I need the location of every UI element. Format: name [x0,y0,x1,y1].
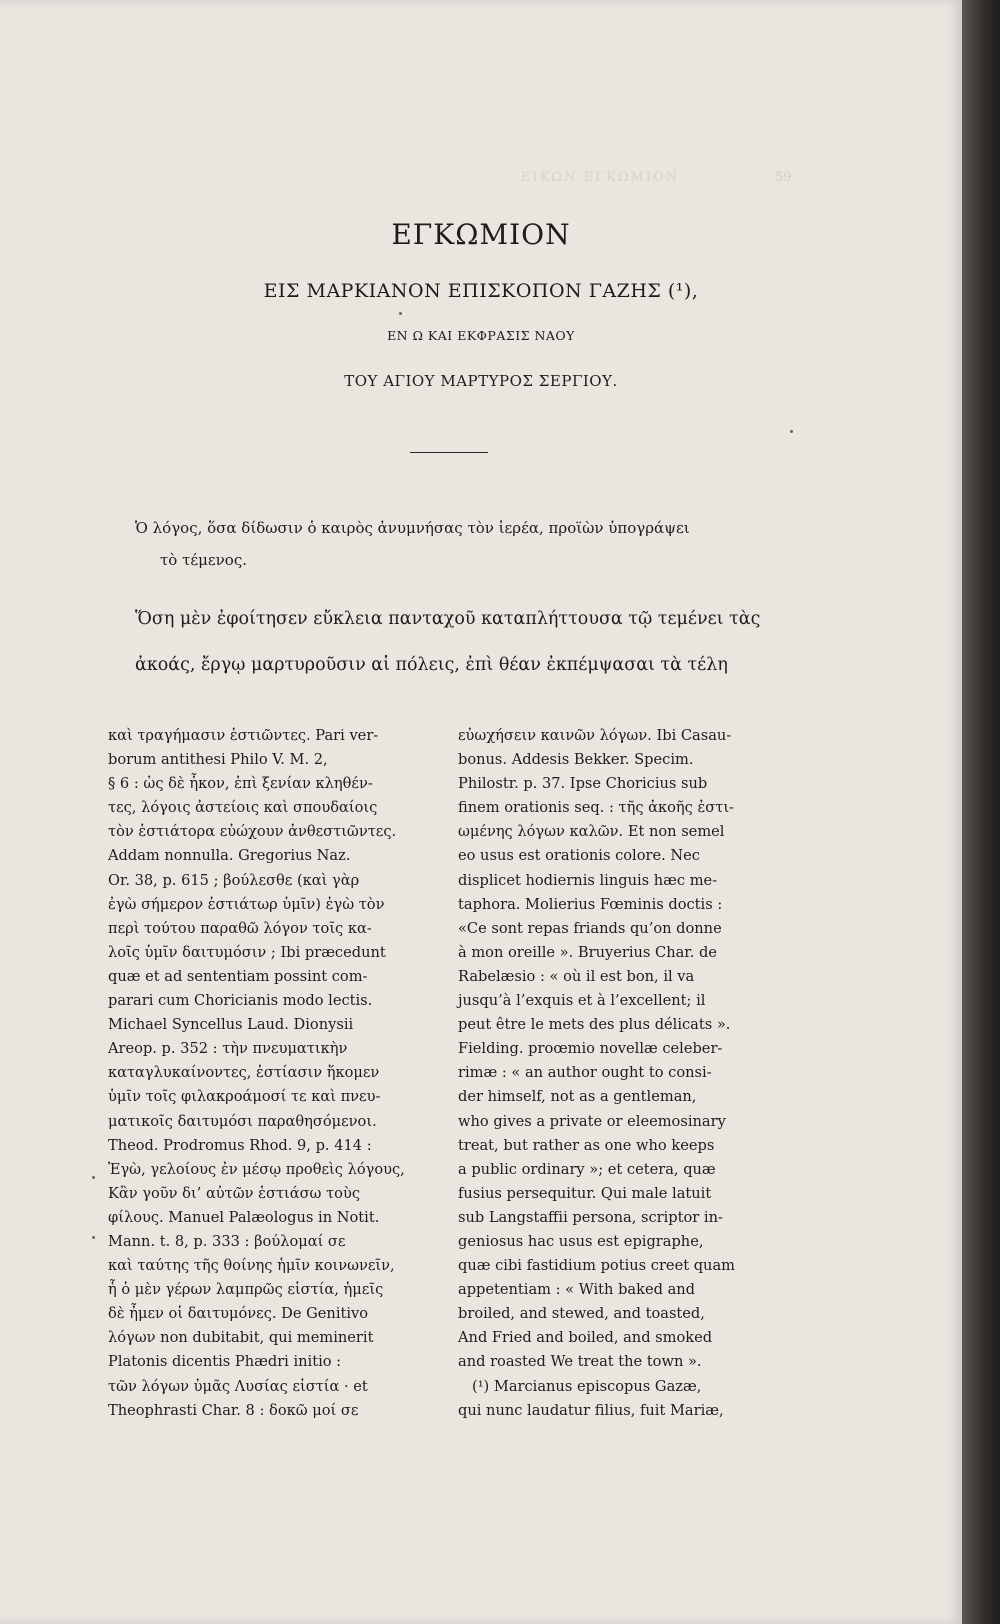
footnote-line: εὐωχήσειν καινῶν λόγων. Ibi Casau- [458,727,732,744]
footnote-line: Rabelæsio : « où il est bon, il va [458,967,695,985]
footnote-line: parari cum Choricianis modo lectis. [108,992,373,1010]
footnote-line: ἧ ὁ μὲν γέρων λαμπρῶς εἱστία, ἡμεῖς [108,1281,384,1299]
footnote-line: sub Langstaffii persona, scriptor in- [458,1208,723,1226]
subtitle-third-line: ΤΟΥ ΑΓΙΟΥ ΜΑΡΤΥΡΟΣ ΣΕΡΓΙΟΥ. [344,372,618,390]
footnote-line: ὑμῖν τοῖς φιλακροάμοσί τε καὶ πνευ- [108,1088,381,1106]
footnote-line: Addam nonnulla. Gregorius Naz. [108,847,351,865]
footnote-line: fusius persequitur. Qui male latuit [458,1184,712,1202]
subtitle: ΕΙΣ ΜΑΡΚΙΑΝΟΝ ΕΠΙΣΚΟΠΟΝ ΓΑΖΗΣ (¹), [263,280,699,302]
footnote-line: Philostr. p. 37. Ipse Choricius sub [458,775,708,793]
footnote-line: Mann. t. 8, p. 333 : βούλομαί σε [108,1232,346,1250]
footnote-line: «Ce sont repas friands qu’on donne [458,919,722,937]
footnote-line: geniosus hac usus est epigraphe, [458,1232,704,1250]
footnote-line: And Fried and boiled, and smoked [458,1329,713,1347]
footnote-line: δὲ ἦμεν οἱ δαιτυμόνες. De Genitivo [108,1305,369,1323]
footnote-line: ωμένης λόγων καλῶν. Et non semel [458,823,725,841]
footnote-line: Areop. p. 352 : τὴν πνευματικὴν [108,1040,348,1058]
page-number: 59 [775,170,792,185]
footnote-line: à mon oreille ». Bruyerius Char. de [458,943,717,961]
paper-speck [92,1176,95,1179]
footnote-line: Or. 38, p. 615 ; βούλεσθε (καὶ γὰρ [108,871,360,889]
footnote-line: καὶ τραγήμασιν ἑστιῶντες. Pari ver- [108,727,379,744]
footnote-line: who gives a private or eleemosinary [458,1112,726,1130]
paper-speck [790,430,793,433]
running-head: EIKΩN EΓKΩMION [520,170,680,185]
footnote-line: quæ et ad sententiam possint com- [108,967,368,985]
footnote-line: a public ordinary »; et cetera, quæ [458,1160,716,1178]
footnote-line: καταγλυκαίνοντες, ἑστίασιν ἥκομεν [108,1064,380,1082]
footnote-line: Theod. Prodromus Rhod. 9, p. 414 : [108,1136,372,1154]
footnote-line: περὶ τούτου παραθῶ λόγον τοῖς κα- [108,919,372,937]
footnote-line: ματικοῖς δαιτυμόσι παραθησόμενοι. [108,1112,377,1130]
footnote-line: Fielding. proœmio novellæ celeber- [458,1040,723,1058]
footnote-line: finem orationis seq. : τῆς ἀκοῆς ἑστι- [458,799,734,817]
footnote-line: Michael Syncellus Laud. Dionysii [108,1016,354,1034]
title-divider [410,452,488,453]
footnote-line: τὸν ἑστιάτορα εὐώχουν ἀνθεστιῶντες. [108,823,397,841]
body-text-line: Ὅση μὲν ἐφοίτησεν εὔκλεια πανταχοῦ καταπλήττουσα τῷ τεμένει τὰς [135,609,761,629]
footnote-line: λοῖς ὑμῖν δαιτυμόσιν ; Ibi præcedunt [108,943,386,961]
footnote-line: peut être le mets des plus délicats ». [458,1016,731,1034]
paper-speck [399,312,402,315]
footnote-line: der himself, not as a gentleman, [458,1088,697,1106]
intro-line: τὸ τέμενος. [160,551,248,569]
footnote-line: qui nunc laudatur filius, fuit Mariæ, [458,1401,724,1419]
footnote-line: Ἐγὼ, γελοίους ἐν μέσῳ προθεὶς λόγους, [108,1160,405,1178]
intro-line: Ὁ λόγος, ὅσα δίδωσιν ὁ καιρὸς ἀνυμνήσας τὸν ἱερέα, προϊὼν ὑπογράψει [135,519,690,537]
footnote-line: ἐγὼ σήμερον ἑστιάτωρ ὑμῖν) ἐγὼ τὸν [108,895,385,913]
footnote-line: quæ cibi fastidium potius creet quam [458,1257,735,1275]
footnote-column-right [458,724,783,1423]
body-text-line: ἀκοάς, ἔργῳ μαρτυροῦσιν αἱ πόλεις, ἐπὶ θέαν ἐκπέμψασαι τὰ τέλη [135,655,728,675]
book-gutter [962,0,1000,1624]
footnote-line: Κἂν γοῦν δι’ αὐτῶν ἑστιάσω τοὺς [108,1184,361,1202]
footnote-line: (¹) Marcianus episcopus Gazæ, [472,1377,702,1395]
footnote-line: and roasted We treat the town ». [458,1353,702,1371]
footnote-line: appetentiam : « With baked and [458,1281,696,1299]
footnote-line: bonus. Addesis Bekker. Specim. [458,751,694,769]
footnote-line: Theophrasti Char. 8 : δοκῶ μοί σε [108,1401,359,1419]
footnote-line: displicet hodiernis linguis hæc me- [458,871,718,889]
footnote-line: rimæ : « an author ought to consi- [458,1064,712,1082]
footnote-line: λόγων non dubitabit, qui meminerit [108,1329,374,1347]
footnote-line: Platonis dicentis Phædri initio : [108,1353,342,1371]
footnote-line: φίλους. Manuel Palæologus in Notit. [108,1208,380,1226]
footnote-line: τες, λόγοις ἀστείοις καὶ σπουδαίοις [108,799,378,817]
page-title: ΕΓΚΩΜΙΟΝ [391,218,571,251]
footnote-column-left [108,724,433,1423]
footnote-line: τῶν λόγων ὑμᾶς Λυσίας εἱστία · et [108,1377,368,1395]
subtitle-second-line: ΕΝ Ω ΚΑΙ ΕΚΦΡΑΣΙΣ ΝΑΟΥ [387,328,575,343]
footnote-line: broiled, and stewed, and toasted, [458,1305,705,1323]
footnote-line: borum antithesi Philo V. M. 2, [108,751,328,769]
footnote-line: § 6 : ὡς δὲ ἧκον, ἐπὶ ξενίαν κληθέν- [108,775,373,793]
footnote-line: καὶ ταύτης τῆς θοίνης ἡμῖν κοινωνεῖν, [108,1257,395,1275]
footnote-line: jusqu’à l’exquis et à l’excellent; il [458,992,706,1010]
footnote-line: taphora. Molierius Fœminis doctis : [458,895,723,913]
paper-speck [92,1236,95,1239]
footnote-line: treat, but rather as one who keeps [458,1136,715,1154]
footnote-line: eo usus est orationis colore. Nec [458,847,700,865]
